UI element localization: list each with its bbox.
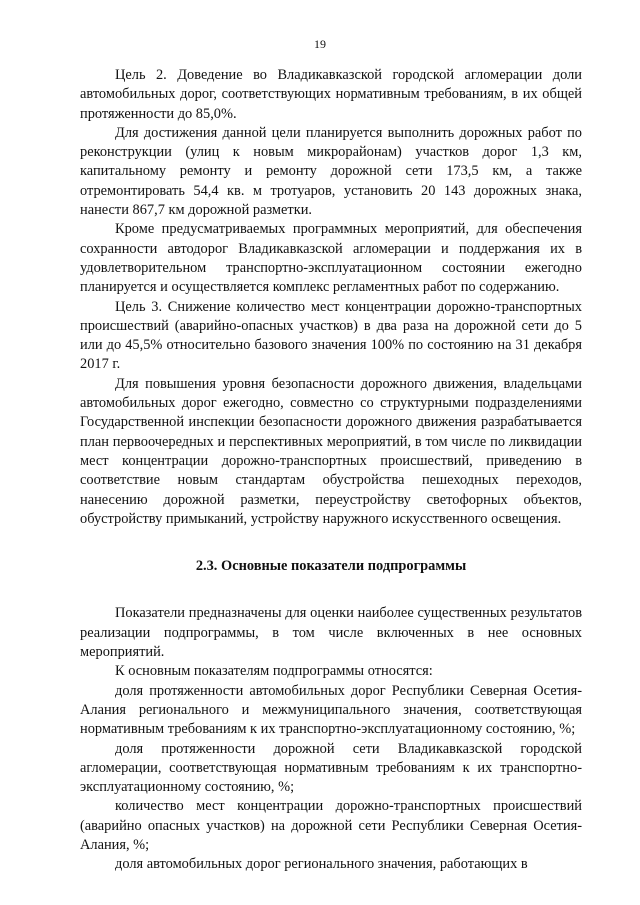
indicator-item: количество мест концентрации дорожно-транспортных происшествий (аварийно опасных участков) на дорожной сети Республики Северная Осетия-Алания, %; [80, 798, 582, 853]
paragraph-maintenance: Кроме предусматриваемых программных мероприятий, для обеспечения сохранности автодорог Владикавказской агломерации и поддержания их в удовлетворительном транспортно-эксплуатационном состоянии ежегодно планируется и осуществляется комплекс регламентных работ по содержанию. [80, 221, 582, 296]
indicator-item: доля автомобильных дорог регионального значения, работающих в [115, 856, 528, 873]
page-number: 19 [314, 37, 326, 51]
paragraph-indicators-purpose: Показатели предназначены для оценки наиболее существенных результатов реализации подпрограммы, в том числе включенных в нее основных мероприятий. [80, 605, 582, 661]
indicator-item: доля протяженности автомобильных дорог Республики Северная Осетия-Алания регионального и межмуниципального значения, соответствующая нормативным требованиям к их транспортно-эксплуатационному состоянию, %; [80, 682, 582, 738]
paragraph-indicators-intro: К основным показателям подпрограммы относятся: [115, 663, 433, 680]
paragraph-goal-2: Цель 2. Доведение во Владикавказской городской агломерации доли автомобильных дорог, соответствующих нормативным требованиям, в их общей протяженности до 85,0%. [80, 67, 582, 122]
paragraph-safety-measures: Для повышения уровня безопасности дорожного движения, владельцами автомобильных дорог ежегодно, совместно со структурными подразделениями Государственной инспекции безопасности дорожного движения разрабатывается план первоочередных и перспективных мероприятий, в том числе по ликвидации мест концентрации дорожно-транспортных происшествий, приведению в соответствие новым стандартам обустройства пешеходных переходов, нанесению дорожной разметки, переустройству светофорных объектов, обустройству примыканий, устройству наружного искусственного освещения. [80, 375, 582, 527]
indicator-item: доля протяженности дорожной сети Владикавказской городской агломерации, соответствующая нормативным требованиям к их транспортно-эксплуатационному состоянию, %; [80, 740, 582, 796]
paragraph-goal-3: Цель 3. Снижение количество мест концентрации дорожно-транспортных происшествий (аварийно-опасных участков) в два раза на дорожной сети до 5 или до 45,5% относительно базового значения 100% по состоянию на 31 декабря 2017 г. [80, 298, 582, 373]
paragraph-goal-2-measures: Для достижения данной цели планируется выполнить дорожных работ по реконструкции (улиц к новым микрорайонам) участков дорог 1,3 км, капитальному ремонту и ремонту дорожной сети 173,5 км, а также отремонтировать 54,4 кв. м тротуаров, установить 20 143 дорожных знака, нанести 867,7 км дорожной разметки. [80, 124, 582, 219]
page-body [80, 66, 582, 875]
section-heading: 2.3. Основные показатели подпрограммы [195, 558, 467, 575]
